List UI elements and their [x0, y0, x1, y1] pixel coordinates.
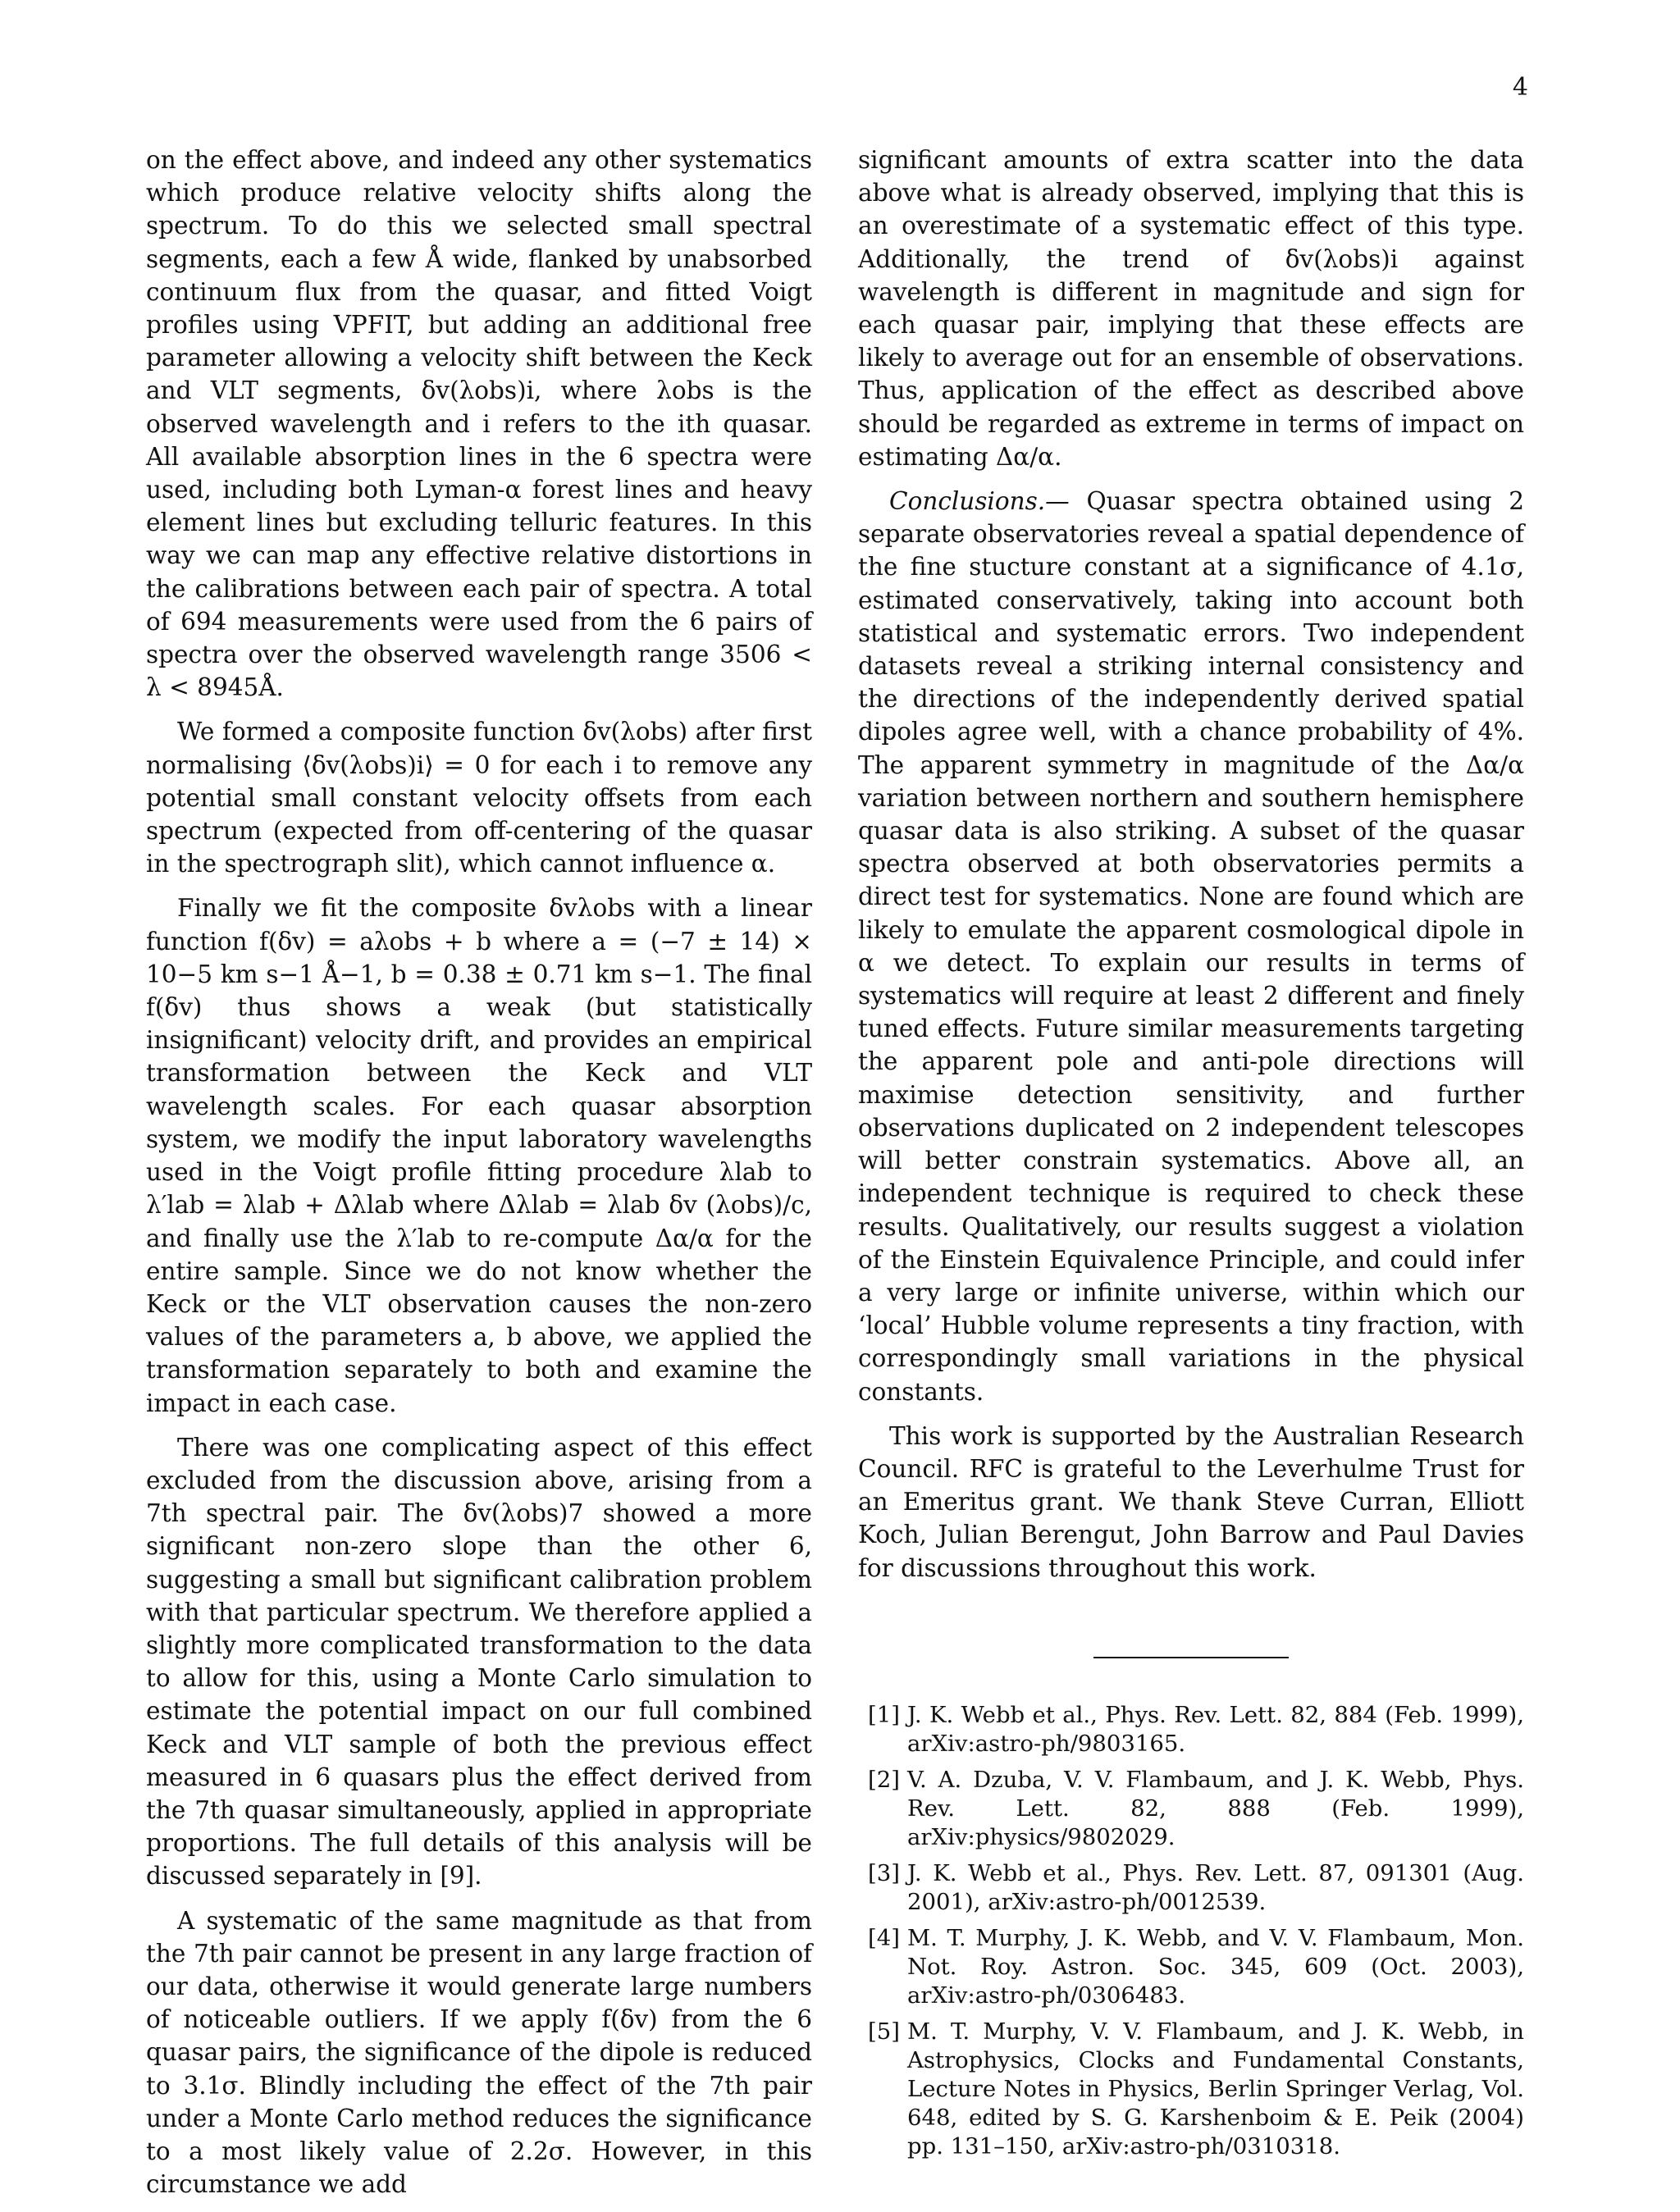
- reference-number: [4]: [868, 1924, 900, 1951]
- reference-text: M. T. Murphy, J. K. Webb, and V. V. Flambaum, Mon. Not. Roy. Astron. Soc. 345, 609 (Oct. 2003), arXiv:astro-ph/0306483.: [907, 1924, 1524, 2009]
- body-paragraph: A systematic of the same magnitude as that from the 7th pair cannot be present in any large fraction of our data, otherwise it would generate large numbers of noticeable outliers. If we apply f(δv) from the 6 quasar pairs, the significance of the dipole is reduced to 3.1σ. Blindly including the effect of the 7th pair under a Monte Carlo method reduces the significance to a most likely value of 2.2σ. However, in this circumstance we add: [146, 1906, 812, 2199]
- body-paragraph: significant amounts of extra scatter into the data above what is already observed, implying that this is an overestimate of a systematic effect of this type. Additionally, the trend of δv(λobs)i against wavelength is different in magnitude and sign for each quasar pair, implying that these effects are likely to average out for an ensemble of observations. Thus, application of the effect as described above should be regarded as extreme in terms of impact on estimating Δα/α.: [858, 146, 1524, 471]
- reference-list: [858, 1701, 1524, 2161]
- body-paragraph: on the effect above, and indeed any other systematics which produce relative velocity shifts along the spectrum. To do this we selected small spectral segments, each a few Å wide, flanked by unabsorbed continuum flux from the quasar, and fitted Voigt profiles using VPFIT, but adding an additional free parameter allowing a velocity shift between the Keck and VLT segments, δv(λobs)i, where λobs is the observed wavelength and i refers to the ith quasar. All available absorption lines in the 6 spectra were used, including both Lyman-α forest lines and heavy element lines but excluding telluric features. In this way we can map any effective relative distortions in the calibrations between each pair of spectra. A total of 694 measurements were used from the 6 pairs of spectra over the observed wavelength range 3506 < λ < 8945Å.: [146, 146, 812, 702]
- body-paragraph: Finally we fit the composite δvλobs with a linear function f(δv) = aλobs + b where a = (−7 ± 14) × 10−5 km s−1 Å−1, b = 0.38 ± 0.71 km s−1. The final f(δv) thus shows a weak (but statistically insignificant) velocity drift, and provides an empirical transformation between the Keck and VLT wavelength scales. For each quasar absorption system, we modify the input laboratory wavelengths used in the Voigt profile fitting procedure λlab to λ′lab = λlab + Δλlab where Δλlab = λlab δv (λobs)/c, and finally use the λ′lab to re-compute Δα/α for the entire sample. Since we do not know whether the Keck or the VLT observation causes the non-zero values of the parameters a, b above, we applied the transformation separately to both and examine the impact in each case.: [146, 894, 812, 1417]
- right-column: [858, 144, 1524, 2169]
- page-number: 4: [1512, 73, 1528, 102]
- reference-number: [2]: [868, 1766, 900, 1793]
- reference-text: V. A. Dzuba, V. V. Flambaum, and J. K. Webb, Phys. Rev. Lett. 82, 888 (Feb. 1999), arXiv:physics/9802029.: [907, 1766, 1524, 1850]
- reference-text: J. K. Webb et al., Phys. Rev. Lett. 87, 091301 (Aug. 2001), arXiv:astro-ph/0012539.: [907, 1859, 1524, 1915]
- reference-item: [858, 1859, 1524, 1917]
- conclusions-text: Quasar spectra obtained using 2 separate observatories reveal a spatial dependence of the fine stucture constant at a significance of 4.1σ, estimated conservatively, taking into account both statistical and systematic errors. Two independent datasets reveal a striking internal consistency and the directions of the independently derived spatial dipoles agree well, with a chance probability of 4%. The apparent symmetry in magnitude of the Δα/α variation between northern and southern hemisphere quasar data is also striking. A subset of the quasar spectra observed at both observatories permits a direct test for systematics. None are found which are likely to emulate the apparent cosmological dipole in α we detect. To explain our results in terms of systematics will require at least 2 different and finely tuned effects. Future similar measurements targeting the apparent pole and anti-pole directions will maximise detection sensitivity, and further observations duplicated on 2 independent telescopes will better constrain systematics. Above all, an independent technique is required to check these results. Qualitatively, our results suggest a violation of the Einstein Equivalence Principle, and could infer a very large or infinite universe, within which our ‘local’ Hubble volume represents a tiny fraction, with correspondingly small variations in the physical constants.: [858, 487, 1524, 1406]
- reference-text: M. T. Murphy, V. V. Flambaum, and J. K. Webb, in Astrophysics, Clocks and Fundamental Constants, Lecture Notes in Physics, Berlin Springer Verlag, Vol. 648, edited by S. G. Karshenboim & E. Peik (2004) pp. 131–150, arXiv:astro-ph/0310318.: [907, 2018, 1524, 2160]
- conclusions-heading: Conclusions.—: [889, 487, 1070, 516]
- reference-item: [858, 1701, 1524, 1758]
- reference-number: [1]: [868, 1701, 900, 1728]
- reference-number: [5]: [868, 2018, 900, 2045]
- body-paragraph: We formed a composite function δv(λobs) after first normalising ⟨δv(λobs)i⟩ = 0 for each i to remove any potential small constant velocity offsets from each spectrum (expected from off-centering of the quasar in the spectrograph slit), which cannot influence α.: [146, 718, 812, 878]
- conclusions-paragraph: [858, 485, 1524, 1408]
- body-paragraph: There was one complicating aspect of this effect excluded from the discussion above, arising from a 7th spectral pair. The δv(λobs)7 showed a more significant non-zero slope than the other 6, suggesting a small but significant calibration problem with that particular spectrum. We therefore applied a slightly more complicated transformation to the data to allow for this, using a Monte Carlo simulation to estimate the potential impact on our full combined Keck and VLT sample of both the previous effect measured in 6 quasars plus the effect derived from the 7th quasar simultaneously, applied in appropriate proportions. The full details of this analysis will be discussed separately in [9].: [146, 1433, 812, 1890]
- reference-item: [858, 1766, 1524, 1852]
- left-column: [146, 144, 812, 2212]
- acknowledgement-paragraph: This work is supported by the Australian Research Council. RFC is grateful to the Leverhulme Trust for an Emeritus grant. We thank Steve Curran, Elliott Koch, Julian Berengut, John Barrow and Paul Davies for discussions throughout this work.: [858, 1421, 1524, 1582]
- reference-item: [858, 2018, 1524, 2161]
- reference-item: [858, 1924, 1524, 2010]
- reference-number: [3]: [868, 1859, 900, 1886]
- reference-text: J. K. Webb et al., Phys. Rev. Lett. 82, 884 (Feb. 1999), arXiv:astro-ph/9803165.: [907, 1701, 1524, 1757]
- section-divider: [1093, 1657, 1289, 1658]
